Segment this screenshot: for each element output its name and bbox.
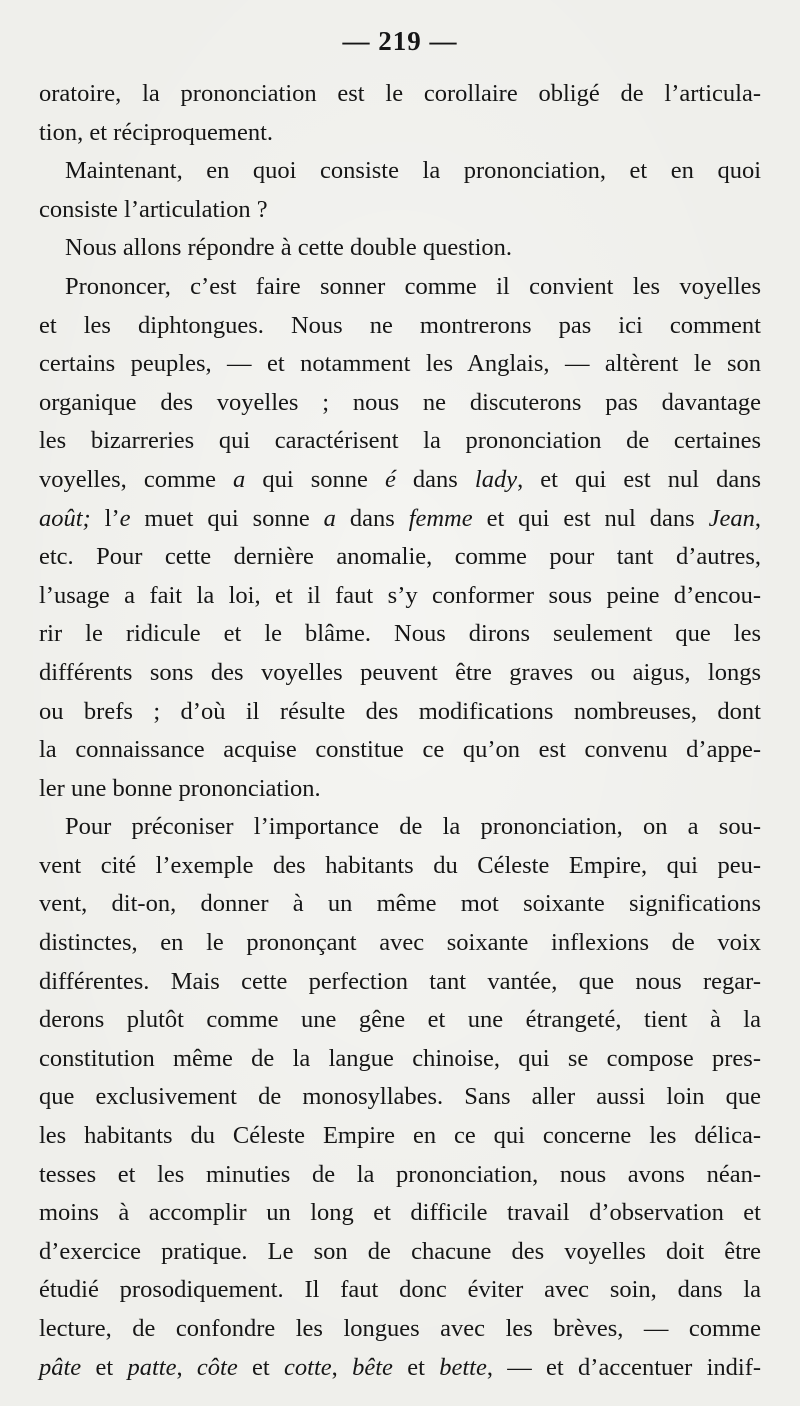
text-span: différents sons des voyelles peuvent être graves ou aigus, longs [39, 658, 761, 686]
text-span: les habitants du Céleste Empire en ce qui concerne les délica- [39, 1122, 761, 1150]
text-span: voyelles, comme [39, 465, 234, 493]
text-span: , [754, 504, 761, 532]
text-line [39, 1194, 761, 1233]
text-span: étudié prosodiquement. Il faut donc éviter avec soin, dans la [39, 1276, 761, 1304]
italic-text: lady [474, 465, 518, 493]
text-line [39, 577, 761, 616]
text-line [39, 924, 761, 963]
text-span: distinctes, en le prononçant avec soixante inflexions de voix [39, 929, 761, 957]
text-span: organique des voyelles ; nous ne discuterons pas davantage [39, 388, 761, 416]
text-span: muet qui sonne [130, 504, 324, 532]
text-span: certains peuples, — et notamment les Anglais, — altèrent le son [39, 350, 761, 378]
text-span: ler une bonne prononciation. [39, 774, 321, 802]
text-span: etc. Pour cette dernière anomalie, comme pour tant d’autres, [39, 543, 761, 571]
text-span: consiste l’articulation ? [39, 195, 268, 223]
text-span: l’ [90, 504, 120, 532]
text-line [39, 75, 761, 114]
italic-text: côte [196, 1353, 238, 1381]
text-span: , [176, 1353, 197, 1381]
text-span: vent cité l’exemple des habitants du Céleste Empire, qui peu- [39, 851, 761, 879]
italic-text: e [119, 504, 131, 532]
text-line [39, 1117, 761, 1156]
text-span: lecture, de confondre les longues avec les brèves, — comme [39, 1315, 761, 1342]
text-span: que exclusivement de monosyllabes. Sans aller aussi loin que [39, 1083, 761, 1111]
italic-text: août; [39, 504, 91, 532]
text-span: et [392, 1353, 440, 1381]
text-span: et les diphtongues. Nous ne montrerons pas ici comment [39, 311, 761, 339]
text-line [39, 1078, 761, 1117]
italic-text: pâte [39, 1353, 82, 1381]
italic-text: bette [439, 1353, 487, 1381]
text-line [39, 693, 761, 732]
italic-text: é [384, 465, 396, 493]
italic-text: patte [127, 1353, 177, 1381]
text-span: Nous allons répondre à cette double question. [65, 234, 513, 262]
text-line [39, 1271, 761, 1310]
text-span: différentes. Mais cette perfection tant vantée, que nous regar- [39, 967, 761, 995]
text-span: qui sonne [245, 465, 385, 493]
italic-text: a [233, 465, 246, 493]
text-line [39, 963, 761, 1002]
text-line [39, 1349, 761, 1388]
text-span: d’exercice pratique. Le son de chacune des voyelles doit être [39, 1237, 761, 1265]
text-line [39, 770, 761, 809]
text-span: et [81, 1353, 128, 1381]
text-span: rir le ridicule et le blâme. Nous dirons seulement que les [39, 620, 761, 648]
body-text [39, 75, 761, 1387]
text-line [39, 229, 761, 268]
text-line [39, 847, 761, 886]
text-span: tesses et les minuties de la prononciation, nous avons néan- [39, 1160, 761, 1188]
italic-text: a [323, 504, 336, 532]
text-line [39, 384, 761, 423]
text-span: constitution même de la langue chinoise, qui se compose pres- [39, 1044, 761, 1072]
text-line [39, 1233, 761, 1272]
text-line [39, 307, 761, 346]
text-span: , — et d’accentuer indif- [486, 1353, 762, 1381]
text-span: Prononcer, c’est faire sonner comme il convient les voyelles [65, 272, 761, 300]
text-span: moins à accomplir un long et difficile travail d’observation et [39, 1199, 761, 1227]
text-span: tion, et réciproquement. [39, 118, 274, 146]
text-span: derons plutôt comme une gêne et une étrangeté, tient à la [39, 1006, 761, 1034]
text-line [39, 114, 761, 153]
text-span: et [237, 1353, 285, 1381]
italic-text: Jean [708, 504, 755, 532]
text-line [39, 615, 761, 654]
text-line [39, 654, 761, 693]
italic-text: femme [408, 504, 473, 532]
text-line [39, 500, 761, 539]
text-line [39, 885, 761, 924]
text-span: l’usage a fait la loi, et il faut s’y conformer sous peine d’encou- [39, 581, 761, 609]
text-line [39, 422, 761, 461]
text-line [39, 268, 761, 307]
text-span: vent, dit-on, donner à un même mot soixante significations [39, 890, 761, 918]
text-line [39, 1310, 761, 1349]
text-span: oratoire, la prononciation est le corollaire obligé de l’articula- [39, 80, 761, 107]
text-line [39, 1156, 761, 1195]
text-span: Maintenant, en quoi consiste la prononciation, et en quoi [65, 157, 761, 185]
text-span: Pour préconiser l’importance de la prononciation, on a sou- [65, 813, 761, 841]
text-line [39, 345, 761, 384]
text-line [39, 538, 761, 577]
text-line [39, 191, 761, 230]
text-span: la connaissance acquise constitue ce qu’on est convenu d’appe- [39, 736, 761, 764]
text-line [39, 461, 761, 500]
text-span: , et qui est nul dans [517, 465, 761, 493]
text-line [39, 1040, 761, 1079]
text-span: ou brefs ; d’où il résulte des modifications nombreuses, dont [39, 697, 761, 725]
text-span: dans [395, 465, 475, 493]
italic-text: bête [352, 1353, 393, 1381]
text-span: dans [335, 504, 409, 532]
page-number: — 219 — [342, 26, 458, 56]
italic-text: cotte [284, 1353, 332, 1381]
text-line [39, 808, 761, 847]
text-line [39, 152, 761, 191]
text-line [39, 1001, 761, 1040]
text-line [39, 731, 761, 770]
text-span: et qui est nul dans [472, 504, 709, 532]
text-span: , [331, 1353, 353, 1381]
text-span: les bizarreries qui caractérisent la prononciation de certaines [39, 427, 761, 455]
